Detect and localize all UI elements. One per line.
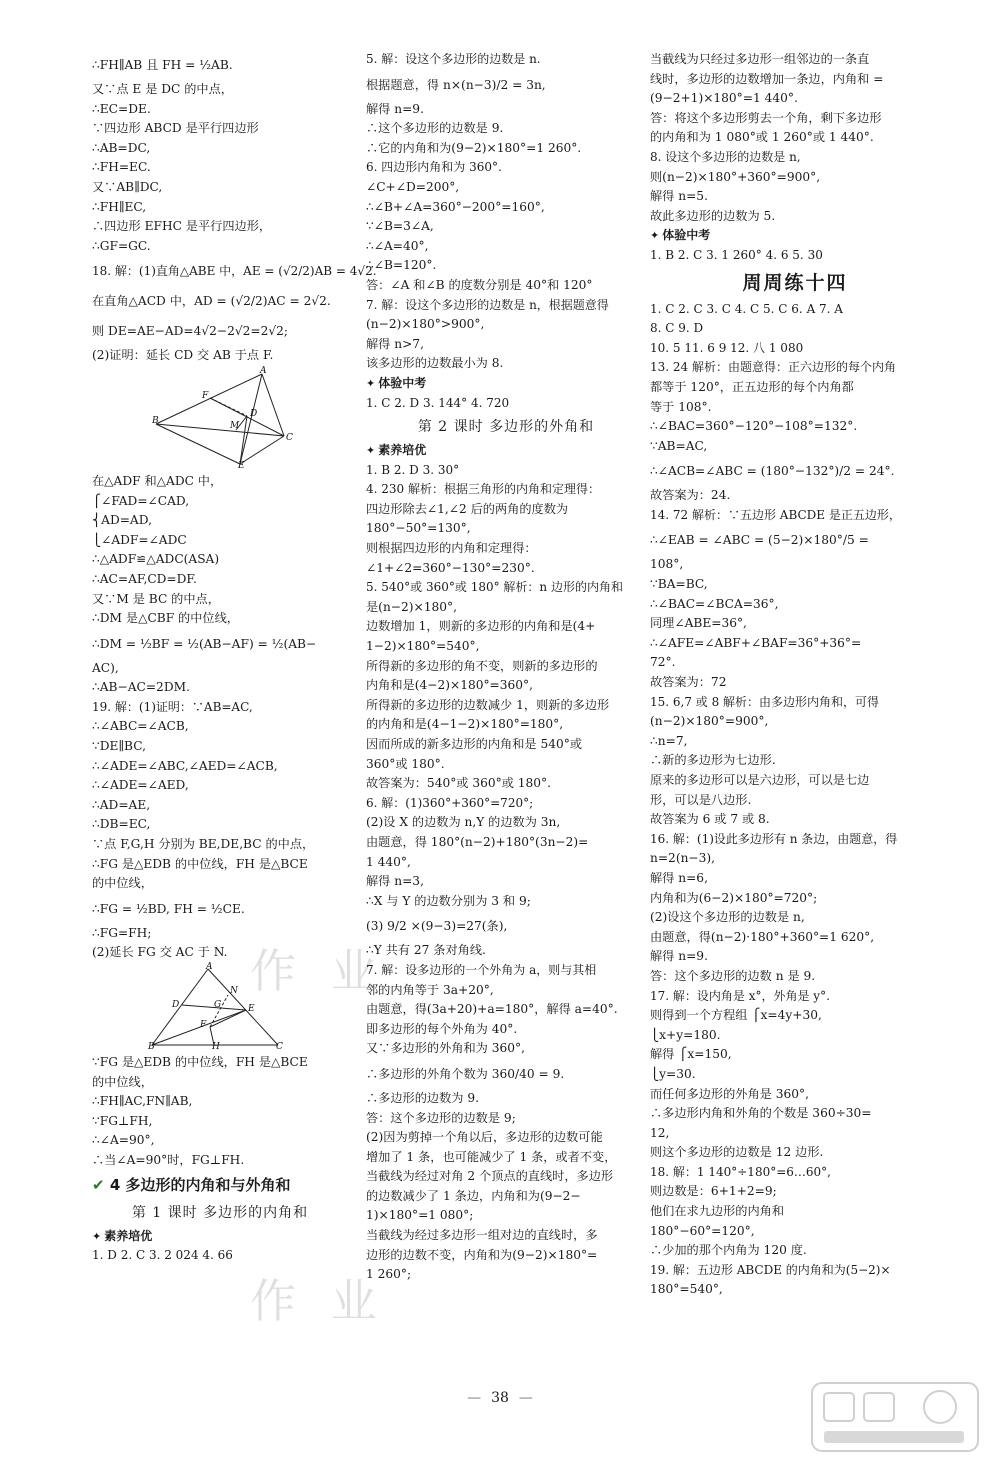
fig1-label-a: A: [260, 365, 267, 376]
text-line: ∴∠EAB = ∠ABC = (5−2)×180°/5 =: [650, 533, 869, 548]
watermark-stamp: 作 业: [250, 944, 387, 998]
text-line: 1 260°;: [366, 1267, 412, 1282]
text-line: (2)设这个多边形的边数是 n,: [650, 910, 805, 925]
text-line: 1 440°,: [366, 854, 411, 869]
text-line: (9−2+1)×180°=1 440°.: [650, 91, 798, 106]
solution-block-weekly: [650, 300, 940, 1301]
fig1-label-c: C: [286, 432, 293, 443]
text-line: 四边形除去∠1,∠2 后的两角的度数为: [366, 501, 569, 516]
text-line: ∴FH∥EC,: [92, 199, 147, 214]
fig2-label-h: H: [212, 1042, 220, 1052]
text-line: ∴X 与 Y 的边数分别为 3 和 9;: [366, 893, 531, 908]
fig2-label-b: B: [148, 1042, 155, 1052]
answer-block: [366, 394, 646, 414]
text-line: ∴AB=DC,: [92, 140, 151, 155]
text-line: 则边数是：6+1+2=9;: [650, 1184, 777, 1199]
text-line: ∴n=7,: [650, 733, 688, 748]
text-line: ∵AB=AC,: [650, 438, 708, 453]
text-line: 答：∠A 和∠B 的度数分别是 40°和 120°: [366, 277, 593, 292]
text-line: (n−2)×180°=900°,: [650, 714, 769, 729]
text-line: ∵四边形 ABCD 是平行四边形: [92, 121, 259, 136]
text-line: ⎨AD=AD,: [92, 513, 152, 528]
text-line: ∴∠B+∠A=360°−200°=160°,: [366, 199, 545, 214]
text-line: ∴AB−AC=2DM.: [92, 680, 190, 695]
text-line: 1−2)×180°=540°,: [366, 639, 480, 654]
text-line: 答：这个多边形的边数 n 是 9.: [650, 968, 816, 983]
text-line: 因而所成的新多边形的内角和是 540°或: [366, 737, 583, 751]
text-line: 的中位线，: [92, 876, 153, 891]
text-line: 12,: [650, 1125, 670, 1140]
text-line: ∴多边形的边数为 9.: [366, 1090, 480, 1105]
text-line: 19. 解：(1)证明：∵AB=AC,: [92, 699, 253, 714]
fig1-label-e: E: [238, 460, 245, 471]
triangle-figure-18: [152, 365, 312, 471]
text-line: ∴它的内角和为(9−2)×180°=1 260°.: [366, 140, 582, 155]
text-line: 则这个多边形的边数是 12 边形.: [650, 1145, 824, 1160]
text-line: ∵BA=BC,: [650, 577, 708, 592]
text-line: ∴当∠A=90°时，FG⊥FH.: [92, 1152, 245, 1167]
text-line: 内角和是(4−2)×180°=360°,: [366, 678, 533, 693]
text-line: ∴少加的那个内角为 120 度.: [650, 1243, 807, 1258]
text-line: 都等于 120°，正五边形的每个内角都: [650, 379, 854, 394]
text-line: 线时，多边形的边数增加一条边，内角和 =: [650, 71, 884, 86]
text-line: 所得新的多边形的边数减少 1，则新的多边形: [366, 697, 610, 712]
text-line: 边形的边数不变，内角和为(9−2)×180°=: [366, 1247, 598, 1262]
text-line: 又∵AB∥DC,: [92, 179, 163, 194]
text-line: 同理∠ABE=36°,: [650, 616, 747, 631]
text-line: 10. 5 11. 6 9 12. 八 1 080: [650, 340, 804, 355]
text-line: 由题意，得(n−2)·180°+360°=1 620°,: [650, 929, 875, 944]
text-line: 解得 n=5.: [650, 189, 708, 204]
answer-block: [650, 246, 940, 266]
text-line: ⎩∠ADF=∠ADC: [92, 532, 187, 547]
text-line: 故答案为：24.: [650, 488, 731, 503]
text-line: 而任何多边形的外角是 360°,: [650, 1086, 809, 1101]
text-line: 4. 230 解析：根据三角形的内角和定理得：: [366, 482, 600, 497]
text-line: 14. 72 解析：∵五边形 ABCDE 是正五边形，: [650, 507, 901, 522]
text-line: 内角和为(6−2)×180°=720°;: [650, 890, 818, 905]
text-line: 180°−60°=120°,: [650, 1223, 755, 1238]
text-line: 当截线为只经过多边形一组邻边的一条直: [650, 52, 870, 66]
text-line: 边数增加 1，则新的多边形的内角和是(4+: [366, 619, 596, 634]
text-line: ∴GF=GC.: [92, 238, 151, 253]
solution-block-1-7: [366, 461, 646, 1285]
text-line: ∵FG⊥FH,: [92, 1113, 153, 1128]
text-line: ∴AC=AF,CD=DF.: [92, 571, 197, 586]
text-line: (2)延长 FG 交 AC 于 N.: [92, 945, 228, 960]
solution-block-5-7: [366, 50, 646, 374]
text-line: ∴∠BAC=360°−120°−108°=132°.: [650, 419, 858, 434]
text-line: ∴FH∥AC,FN∥AB,: [92, 1094, 193, 1109]
text-line: 的内角和为 1 080°或 1 260°或 1 440°.: [650, 130, 874, 145]
text-line: ∵FG 是△EDB 的中位线，FH 是△BCE: [92, 1055, 308, 1069]
text-line: ∴FH=EC.: [92, 160, 151, 175]
lesson-title-2: 第 2 课时 多边形的外角和: [417, 419, 595, 436]
section-icon: ✔: [92, 1175, 105, 1194]
fig2-label-f: F: [200, 1020, 207, 1030]
text-line: ∴多边形内角和外角的个数是 360÷30=: [650, 1106, 872, 1121]
text-line: 由题意，得(3a+20)+a=180°，解得 a=40°.: [366, 1002, 618, 1017]
text-line: ∵DE∥BC,: [92, 739, 146, 754]
text-line: 由题意，得 180°(n−2)+180°(3n−2)=: [366, 834, 589, 849]
text-line: 则(n−2)×180°+360°=900°,: [650, 169, 821, 184]
text-line: 增加了 1 条，也可能减少了 1 条，或者不变，: [366, 1149, 617, 1164]
text-line: 是(n−2)×180°,: [366, 599, 457, 614]
text-line: ∴DM = ½BF = ½(AB−AF) = ½(AB−: [92, 636, 317, 651]
fig1-label-f: F: [202, 390, 209, 401]
text-line: ∴DM 是△CBF 的中位线，: [92, 611, 239, 626]
text-line: 1. C 2. D 3. 144° 4. 720: [366, 395, 510, 410]
text-line: ∵点 F,G,H 分别为 BE,DE,BC 的中点，: [92, 837, 315, 852]
text-line: 故答案为 6 或 7 或 8.: [650, 812, 770, 827]
section-heading: ✦ 体验中考: [650, 226, 940, 246]
fig2-label-a: A: [206, 962, 213, 972]
text-line: 8. C 9. D: [650, 321, 704, 336]
text-line: 则 DE=AE−AD=4√2−2√2=2√2;: [92, 324, 288, 339]
section-heading: ✦ 体验中考: [366, 374, 646, 394]
text-line: ∴FG=FH;: [92, 925, 152, 940]
text-line: 8. 设这个多边形的边数是 n,: [650, 149, 801, 164]
text-line: (3) 9/2 ×(9−3)=27(条),: [366, 919, 508, 934]
text-line: 16. 解：(1)设此多边形有 n 条边，由题意，得: [650, 831, 898, 846]
column-right: [650, 50, 940, 1300]
text-line: ∴新的多边形为七边形.: [650, 753, 776, 768]
text-line: 18. 解：(1)直角△ABE 中，AE = (√2/2)AB = 4√2.: [92, 264, 377, 279]
text-line: 的边数减少了 1 条边，内角和为(9−2−: [366, 1188, 581, 1203]
watermark-stamp: 作 业: [250, 1274, 387, 1328]
text-line: 他们在求九边形的内角和: [650, 1204, 785, 1219]
text-line: 108°,: [650, 557, 684, 572]
text-line: ∠C+∠D=200°,: [366, 179, 460, 194]
text-line: 则根据四边形的内角和定理得：: [366, 541, 537, 556]
text-line: (2)证明：延长 CD 交 AB 于点 F.: [92, 348, 274, 363]
text-line: ∴四边形 EFHC 是平行四边形，: [92, 219, 272, 234]
section-heading: ✦ 素养培优: [92, 1227, 348, 1247]
text-line: ∴DB=EC,: [92, 817, 151, 832]
text-line: 17. 解：设内角是 x°，外角是 y°.: [650, 988, 830, 1003]
text-line: 1. D 2. C 3. 2 024 4. 66: [92, 1248, 233, 1263]
text-line: 当截线为经过多边形一组对边的直线时，多: [366, 1228, 598, 1243]
text-line: ∴AD=AE,: [92, 797, 151, 812]
text-line: ∴∠AFE=∠ABF+∠BAF=36°+36°=: [650, 635, 862, 650]
text-line: ∴∠A=40°,: [366, 238, 429, 253]
text-line: 解得 ⎧x=150,: [650, 1047, 732, 1062]
text-line: 解得 n=3,: [366, 874, 424, 889]
text-line: 又∵多边形的外角和为 360°,: [366, 1041, 525, 1056]
text-line: 5. 解：设这个多边形的边数是 n.: [366, 52, 541, 66]
text-line: n=2(n−3),: [650, 851, 716, 866]
text-line: 则得到一个方程组 ⎧x=4y+30,: [650, 1008, 822, 1023]
text-line: 解得 n=9.: [650, 949, 708, 964]
text-line: ∴∠ADE=∠AED,: [92, 778, 189, 793]
text-line: 形，可以是八边形.: [650, 792, 752, 807]
text-line: ∴∠BAC=∠BCA=36°,: [650, 596, 779, 611]
text-line: 360°或 180°.: [366, 756, 445, 771]
text-line: 原来的多边形可以是六边形，可以是七边: [650, 773, 870, 787]
text-line: (n−2)×180°>900°,: [366, 317, 485, 332]
lesson-title-1: 第 1 课时 多边形的内角和: [131, 1204, 309, 1221]
text-line: 15. 6,7 或 8 解析：由多边形内角和，可得: [650, 694, 880, 709]
column-left: [92, 50, 377, 1266]
column-middle: [366, 50, 646, 1285]
text-line: 1. B 2. C 3. 1 260° 4. 6 5. 30: [650, 247, 823, 262]
text-line: 6. 四边形内角和为 360°.: [366, 160, 502, 175]
fig1-label-m: M: [230, 420, 240, 431]
text-line: ∴这个多边形的边数是 9.: [366, 121, 504, 136]
text-line: ∴∠A=90°,: [92, 1133, 155, 1148]
text-line: ∠1+∠2=360°−130°=230°.: [366, 560, 535, 575]
text-line: ∴∠B=120°.: [366, 258, 437, 273]
text-line: ∴FG 是△EDB 的中位线，FH 是△BCE: [92, 856, 308, 871]
text-line: 答：将这个多边形剪去一个角，剩下多边形: [650, 110, 882, 125]
text-line: 又∵点 E 是 DC 的中点，: [92, 82, 233, 96]
text-line: 5. 540°或 360°或 180° 解析：n 边形的内角和: [366, 580, 623, 595]
text-line: 解得 n=6,: [650, 870, 708, 885]
text-line: ∴Y 共有 27 条对角线.: [366, 943, 486, 958]
answer-block: [92, 1246, 348, 1266]
text-line: ⎩y=30.: [650, 1066, 696, 1081]
text-line: 7. 解：设这个多边形的边数是 n，根据题意得: [366, 297, 609, 312]
fig2-label-c: C: [276, 1042, 283, 1052]
text-line: 在△ADF 和△ADC 中，: [92, 473, 223, 488]
weekly-practice-title: 周周练十四: [742, 271, 848, 294]
fig2-label-g: G: [214, 1000, 222, 1010]
text-line: ∴多边形的外角个数为 360/40 = 9.: [366, 1066, 565, 1081]
text-line: 又∵M 是 BC 的中点，: [92, 591, 220, 606]
fig2-label-e: E: [248, 1004, 255, 1014]
fig2-label-n: N: [230, 986, 238, 996]
text-line: 该多边形的边数最小为 8.: [366, 356, 504, 371]
text-line: 19. 解：五边形 ABCDE 的内角和为(5−2)×: [650, 1262, 891, 1277]
page-number: — 38 —: [440, 1390, 560, 1406]
text-line: 72°.: [650, 655, 676, 670]
fig2-label-d: D: [172, 1000, 180, 1010]
text-line: ⎧∠FAD=∠CAD,: [92, 493, 190, 508]
text-line: ∴∠ADE=∠ABC,∠AED=∠ACB,: [92, 758, 278, 773]
solution-block-19b: [92, 1053, 348, 1171]
text-line: 1. B 2. D 3. 30°: [366, 462, 460, 477]
text-line: (2)设 X 的边数为 n,Y 的边数为 3n,: [366, 815, 561, 830]
text-line: 13. 24 解析：由题意得：正六边形的每个内角: [650, 360, 896, 375]
text-line: ∴∠ABC=∠ACB,: [92, 719, 189, 734]
text-line: 解得 n>7,: [366, 336, 424, 351]
text-line: 所得新的多边形的角不变，则新的多边形的: [366, 658, 598, 673]
text-line: 等于 108°.: [650, 399, 712, 414]
section-title-text: 4 多边形的内角和与外角和: [109, 1175, 291, 1194]
text-line: ⎩x+y=180.: [650, 1027, 721, 1042]
text-line: 即多边形的每个外角为 40°.: [366, 1021, 518, 1036]
text-line: 6. 解：(1)360°+360°=720°;: [366, 795, 534, 810]
text-line: AC),: [92, 660, 119, 675]
text-line: ∵∠B=3∠A,: [366, 219, 434, 234]
text-line: 1)×180°=1 080°;: [366, 1208, 474, 1223]
text-line: 1. C 2. C 3. C 4. C 5. C 6. A 7. A: [650, 301, 843, 316]
text-line: 答：这个多边形的边数是 9;: [366, 1110, 516, 1125]
section-heading: ✦ 素养培优: [366, 441, 646, 461]
text-line: 解得 n=9.: [366, 101, 424, 116]
fig1-label-d: D: [250, 408, 258, 419]
text-line: 当截线为经过对角 2 个顶点的直线时，多边形: [366, 1169, 614, 1184]
text-line: 故此多边形的边数为 5.: [650, 208, 776, 223]
text-line: 180°=540°,: [650, 1282, 723, 1297]
solution-block-18-19: [92, 472, 348, 963]
text-line: ∴△ADF≌△ADC(ASA): [92, 552, 220, 567]
solution-block-17: [92, 50, 348, 256]
text-line: ∴FH∥AB 且 FH = ½AB.: [92, 58, 233, 72]
text-line: ∴∠ACB=∠ABC = (180°−132°)/2 = 24°.: [650, 464, 895, 479]
text-line: ∴EC=DE.: [92, 101, 151, 116]
text-line: 故答案为：72: [650, 675, 727, 690]
text-line: ∴FG = ½BD, FH = ½CE.: [92, 901, 245, 916]
text-line: 故答案为：540°或 360°或 180°.: [366, 776, 552, 791]
section-title: [92, 1171, 348, 1199]
text-line: 的内角和是(4−1−2)×180°=180°,: [366, 717, 564, 732]
watermark-logo: [810, 1381, 980, 1453]
text-line: 180°−50°=130°,: [366, 521, 471, 536]
solution-block-18: [92, 256, 377, 366]
text-line: 18. 解：1 140°÷180°=6…60°,: [650, 1164, 831, 1179]
fig1-label-b: B: [152, 415, 159, 426]
text-line: 根据题意，得 n×(n−3)/2 = 3n,: [366, 77, 546, 92]
solution-block-7-8: [650, 50, 940, 226]
text-line: 的中位线，: [92, 1074, 153, 1089]
text-line: 7. 解：设多边形的一个外角为 a，则与其相: [366, 962, 597, 977]
text-line: 邻的内角等于 3a+20°,: [366, 982, 494, 997]
text-line: 在直角△ACD 中，AD = (√2/2)AC = 2√2.: [92, 294, 331, 309]
text-line: (2)因为剪掉一个角以后，多边形的边数可能: [366, 1130, 603, 1145]
